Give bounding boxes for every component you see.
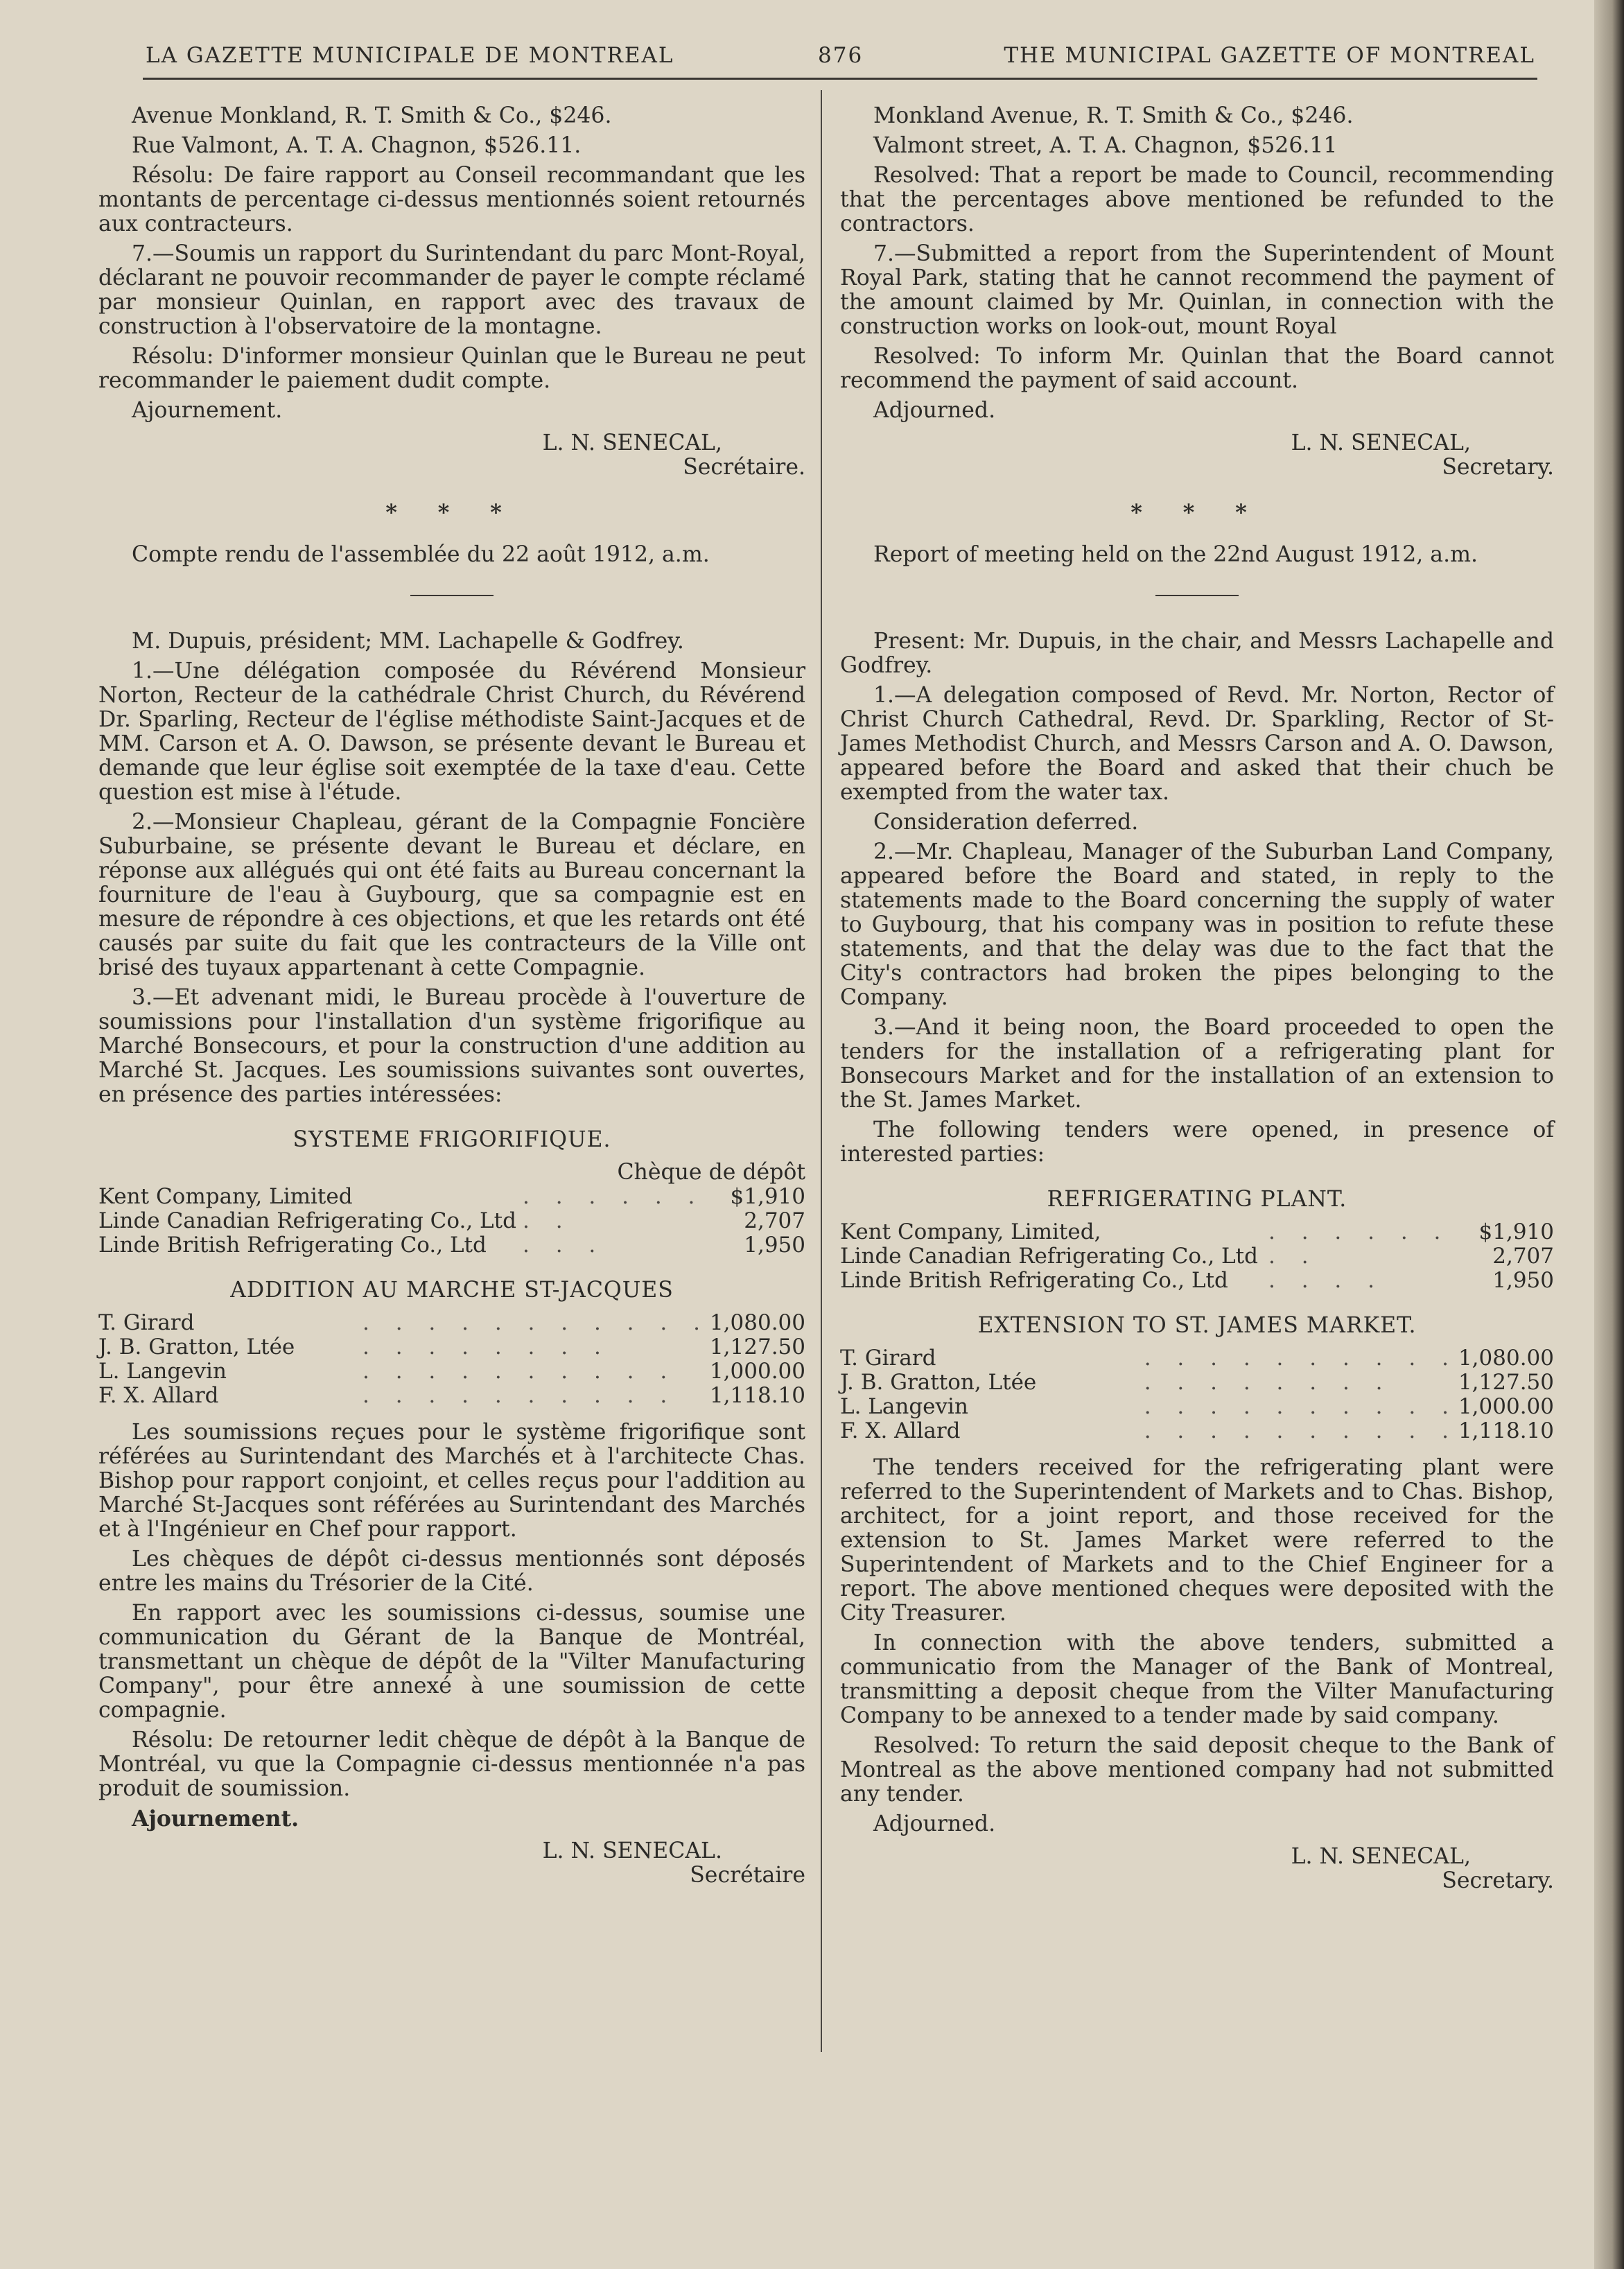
table-row <box>840 1346 1554 1371</box>
english-column <box>840 104 1554 1899</box>
table-row <box>98 1384 805 1408</box>
tender-amount: 1,080.00 <box>709 1310 805 1335</box>
leader-dots: . . . . . . . . . . <box>363 1359 677 1384</box>
tender-name: J. B. Gratton, Ltée <box>840 1370 1037 1395</box>
leader-dots: . . . . . . . . <box>1144 1370 1392 1395</box>
item-2: 2.—Monsieur Chapleau, gérant de la Compagnie Foncière Suburbaine, se présente devant le Bureau et déclare, en réponse aux allégués qui ont été faits au Bureau concernant la fourniture de l'eau à Guybourg, que sa compagnie est en mesure de répondre à ces objections, et que les retards ont été causés par suite du fait que les contracteurs de la Ville ont brisé des tuyaux appartenant à cette Compagnie. <box>98 810 805 980</box>
paragraph: Avenue Monkland, R. T. Smith & Co., $246. <box>132 103 612 128</box>
paragraph: En rapport avec les soumissions ci-dessus, soumise une communication du Gérant de la Banque de Montréal, transmettant un chèque de dépôt de la "Vilter Manufacturing Company", pour être annexé à une soumission de cette compagnie. <box>98 1601 805 1723</box>
tender-amount: 2,707 <box>744 1208 805 1233</box>
paragraph: Résolu: De faire rapport au Conseil recommandant que les montants de percentage ci-dessus mentionnés soient retournés aux contracteurs. <box>98 163 805 236</box>
tender-amount: 1,000.00 <box>1458 1394 1554 1419</box>
tender-amount: 2,707 <box>1492 1244 1554 1269</box>
item-3: 3.—And it being noon, the Board proceeded to open the tenders for the installation of a refrigerating plant for Bonsecours Market and for the installation of an extension to the St. James Market. <box>840 1015 1554 1113</box>
paragraph: Les soumissions reçues pour le système frigorifique sont référées au Surintendant des Marchés et à l'architecte Chas. Bishop pour rapport conjoint, et celles reçus pour l'addition au Marché St-Jacques sont référées au Surintendant des Marchés et à l'Ingénieur en Chef pour rapport. <box>98 1420 805 1542</box>
present-line: Present: Mr. Dupuis, in the chair, and Messrs Lachapelle and Godfrey. <box>840 629 1554 678</box>
paragraph: 7.—Soumis un rapport du Surintendant du parc Mont-Royal, déclarant ne pouvoir recommander de payer le compte réclamé par monsieur Quinlan, en rapport avec des travaux de construction à l'observatoire de la montagne. <box>98 241 806 339</box>
item-3: 3.—Et advenant midi, le Bureau procède à l'ouverture de soumissions pour l'installation d'un système frigorifique au Marché Bonsecours, et pour la construction d'une addition au Marché St. Jacques. Les soumissions suivantes sont ouvertes, en présence des parties intéressées: <box>98 985 805 1107</box>
item-1: 1.—Une délégation composée du Révérend Monsieur Norton, Recteur de la cathédrale Christ Church, du Révérend Dr. Sparling, Recteur de l'église méthodiste Saint-Jacques et de MM. Carson et A. O. Dawson, se présente devant le Bureau et demande que leur église soit exemptée de la taxe d'eau. Cette question est mise à l'étude. <box>98 659 805 805</box>
signature-name: L. N. SENECAL. <box>542 1838 722 1863</box>
tender-name: T. Girard <box>98 1310 195 1335</box>
paragraph: The tenders received for the refrigerating plant were referred to the Superintendent of Markets and to Chas. Bishop, architect, for a joint report, and those received for the extension to St. James Market were referred to the Superintendent of Markets and to the Chief Engineer for a report. The above mentioned cheques were deposited with the City Treasurer. <box>840 1455 1554 1626</box>
tender-name: L. Langevin <box>98 1359 227 1384</box>
page-number: 876 <box>818 43 864 68</box>
header-title-french: LA GAZETTE MUNICIPALE DE MONTREAL <box>146 43 674 68</box>
tender-name: L. Langevin <box>840 1394 968 1419</box>
header-title-english: THE MUNICIPAL GAZETTE OF MONTREAL <box>1004 43 1535 68</box>
page-edge <box>1594 0 1624 2269</box>
table-title: ADDITION AU MARCHE ST-JACQUES <box>230 1278 674 1303</box>
tender-name: J. B. Gratton, Ltée <box>98 1335 295 1359</box>
signature-name: L. N. SENECAL, <box>1291 1844 1471 1869</box>
tender-amount: 1,127.50 <box>709 1335 805 1359</box>
table-row <box>840 1269 1554 1293</box>
tender-amount: 1,000.00 <box>709 1359 805 1384</box>
tender-table-extension <box>840 1346 1554 1443</box>
signature-name: L. N. SENECAL, <box>542 431 722 455</box>
table-row <box>840 1244 1554 1269</box>
leader-dots: . . . . <box>1268 1268 1384 1293</box>
paragraph: 7.—Submitted a report from the Superintendent of Mount Royal Park, stating that he cannot recommend the payment of the amount claimed by Mr. Quinlan, in connection with the construction works on look-out, mount Royal <box>840 241 1554 339</box>
table-row <box>98 1311 805 1335</box>
leader-dots: . . . . . . . . . . <box>1144 1418 1458 1443</box>
report-title: Report of meeting held on the 22nd August 1912, a.m. <box>873 542 1478 567</box>
paragraph: Rue Valmont, A. T. A. Chagnon, $526.11. <box>132 133 582 158</box>
french-column <box>98 104 805 1893</box>
header-rule <box>143 78 1537 80</box>
leader-dots: . . <box>1268 1244 1318 1269</box>
tender-table-refrigeration <box>840 1220 1554 1293</box>
leader-dots: . . . . . . . . . . . <box>363 1310 710 1335</box>
table-row <box>98 1359 805 1384</box>
tender-amount: 1,950 <box>1492 1268 1554 1293</box>
tender-table-addition <box>98 1311 805 1408</box>
table-row <box>840 1395 1554 1419</box>
present-line: M. Dupuis, président; MM. Lachapelle & Godfrey. <box>132 629 684 654</box>
signature-name: L. N. SENECAL, <box>1291 431 1471 455</box>
tender-amount: 1,118.10 <box>709 1383 805 1408</box>
signature-title: Secrétaire <box>690 1863 805 1888</box>
leader-dots: . . . . . . . . <box>363 1335 611 1359</box>
leader-dots: . . . . . . <box>1268 1219 1451 1244</box>
table-row <box>840 1220 1554 1244</box>
paragraph: Les chèques de dépôt ci-dessus mentionnés sont déposés entre les mains du Trésorier de la Cité. <box>98 1547 805 1596</box>
tender-name: Linde British Refrigerating Co., Ltd <box>98 1233 487 1258</box>
table-row <box>98 1209 805 1233</box>
section-separator: * * * <box>1130 500 1264 525</box>
table-row <box>840 1371 1554 1395</box>
adjournment: Ajournement. <box>132 1806 299 1832</box>
tender-amount: 1,950 <box>744 1233 805 1258</box>
table-row <box>840 1419 1554 1443</box>
tender-name: F. X. Allard <box>840 1418 961 1443</box>
tender-amount: 1,080.00 <box>1458 1346 1554 1371</box>
tender-table-refrigeration <box>98 1185 805 1258</box>
signature-title: Secretary. <box>1442 1868 1554 1893</box>
table-row <box>98 1185 805 1209</box>
tender-amount: 1,118.10 <box>1458 1418 1554 1443</box>
paragraph: Resolved: To inform Mr. Quinlan that the Board cannot recommend the payment of said account. <box>840 344 1554 393</box>
column-divider <box>821 90 822 2052</box>
tender-name: Kent Company, Limited <box>98 1184 353 1209</box>
table-row <box>98 1335 805 1359</box>
adjournment: Ajournement. <box>132 398 283 423</box>
leader-dots: . . . . . . . . . . <box>363 1383 677 1408</box>
spacer <box>98 1408 805 1420</box>
tender-name: T. Girard <box>840 1346 936 1371</box>
item-2: 2.—Mr. Chapleau, Manager of the Suburban Land Company, appeared before the Board and stated, in reply to the statements made to the Board concerning the supply of water to Guybourg, that his company was in position to refute these statements, and that the delay was due to the fact that the City's contractors had broken the pipes belonging to the Company. <box>840 840 1554 1010</box>
paragraph: Monkland Avenue, R. T. Smith & Co., $246. <box>873 103 1354 128</box>
leader-dots: . . . . . . . . . . <box>1144 1346 1458 1371</box>
signature-title: Secrétaire. <box>683 455 805 480</box>
tender-amount: $1,910 <box>1478 1219 1554 1244</box>
tender-name: Linde Canadian Refrigerating Co., Ltd <box>98 1208 516 1233</box>
tender-name: Linde Canadian Refrigerating Co., Ltd <box>840 1244 1258 1269</box>
leader-dots: . . . <box>523 1233 606 1258</box>
spacer <box>840 1443 1554 1456</box>
paragraph: In connection with the above tenders, submitted a communicatio from the Manager of the Bank of Montreal, transmitting a deposit cheque from the Vilter Manufacturing Company to be annexed to a tender made by said company. <box>840 1631 1554 1728</box>
adjournment: Adjourned. <box>873 398 996 423</box>
signature-title: Secretary. <box>1442 455 1554 480</box>
section-separator: * * * <box>385 500 518 525</box>
table-row <box>98 1233 805 1258</box>
table-title: SYSTEME FRIGORIFIQUE. <box>293 1127 611 1152</box>
table-title: EXTENSION TO ST. JAMES MARKET. <box>977 1313 1417 1338</box>
short-rule <box>1155 595 1239 596</box>
short-rule <box>410 595 494 596</box>
tender-name: Kent Company, Limited, <box>840 1219 1101 1244</box>
paragraph: The following tenders were opened, in presence of interested parties: <box>840 1118 1554 1167</box>
tender-name: Linde British Refrigerating Co., Ltd <box>840 1268 1228 1293</box>
leader-dots: . . . . . . . . . . <box>1144 1394 1458 1419</box>
paragraph: Resolved: To return the said deposit cheque to the Bank of Montreal as the above mentioned company had not submitted any tender. <box>840 1733 1554 1807</box>
report-title: Compte rendu de l'assemblée du 22 août 1912, a.m. <box>132 542 710 567</box>
paragraph: Resolved: That a report be made to Council, recommending that the percentages above mentioned be refunded to the contractors. <box>840 163 1554 236</box>
paragraph: Résolu: De retourner ledit chèque de dépôt à la Banque de Montréal, vu que la Compagnie ci-dessus mentionnée n'a pas produit de soumission. <box>98 1728 805 1801</box>
paragraph: Résolu: D'informer monsieur Quinlan que le Bureau ne peut recommander le paiement dudit compte. <box>98 344 805 393</box>
table-column-header: Chèque de dépôt <box>617 1160 805 1185</box>
leader-dots: . . <box>523 1208 573 1233</box>
paragraph: Valmont street, A. T. A. Chagnon, $526.11 <box>873 133 1338 158</box>
tender-name: F. X. Allard <box>98 1383 219 1408</box>
item-1: 1.—A delegation composed of Revd. Mr. Norton, Rector of Christ Church Cathedral, Revd. Dr. Sparkling, Rector of St-James Methodist Church, and Messrs Carson and A. O. Dawson, appeared before the Board and asked that their chuch be exempted from the water tax. <box>840 683 1554 805</box>
paragraph: Consideration deferred. <box>873 810 1139 835</box>
table-title: REFRIGERATING PLANT. <box>1047 1187 1347 1212</box>
adjournment: Adjourned. <box>873 1811 996 1836</box>
tender-amount: 1,127.50 <box>1458 1370 1554 1395</box>
tender-amount: $1,910 <box>730 1184 805 1209</box>
leader-dots: . . . . . . <box>523 1184 705 1209</box>
